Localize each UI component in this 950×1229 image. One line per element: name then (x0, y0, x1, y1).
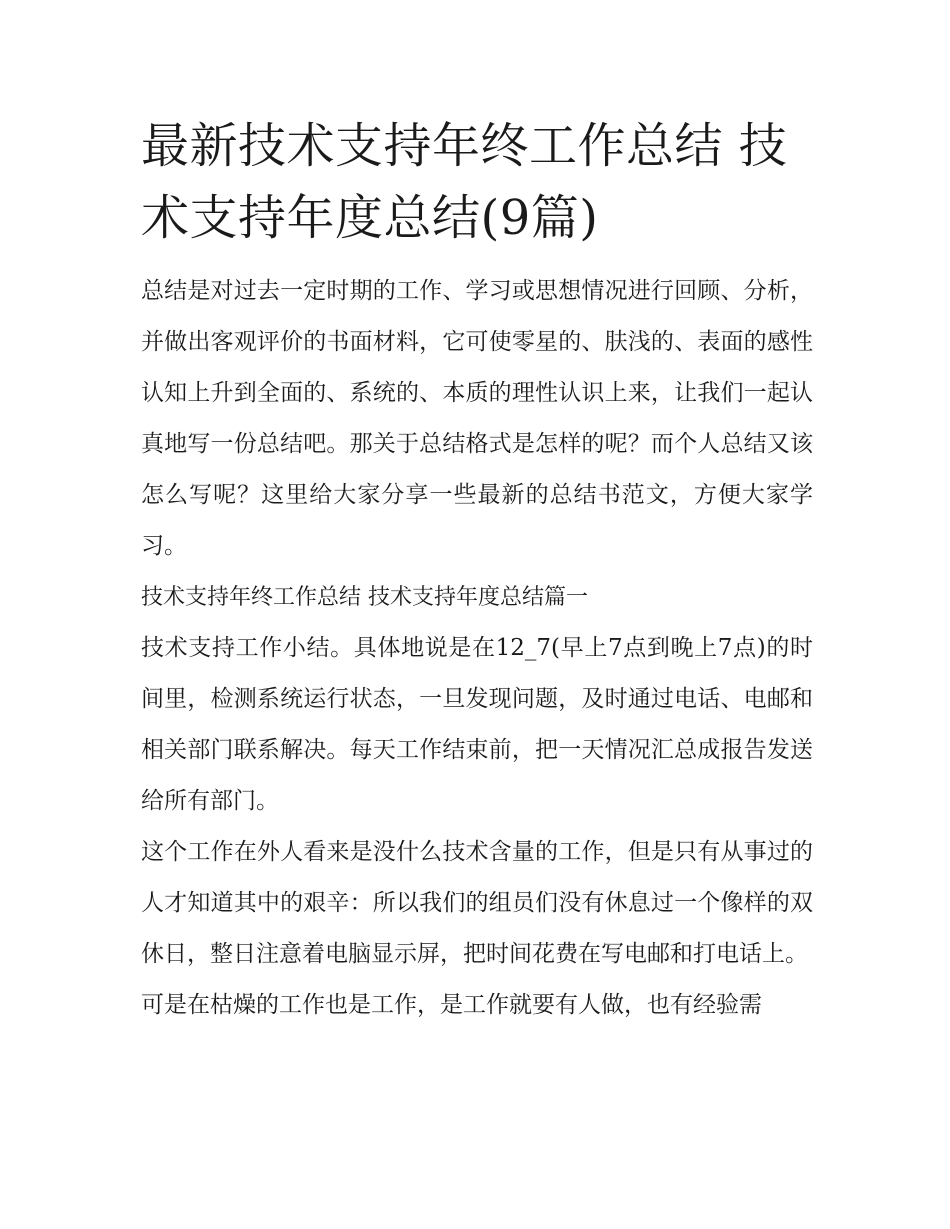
document-title: 最新技术支持年终工作总结 技术支持年度总结(9篇) (141, 118, 788, 246)
section-heading: 技术支持年终工作总结 技术支持年度总结篇一 (141, 585, 588, 610)
intro-paragraph: 总结是对过去一定时期的工作、学习或思想情况进行回顾、分析，并做出客观评价的书面材料，它可使零星的、肤浅的、表面的感性认知上升到全面的、系统的、本质的理性认识上来，让我们一起认真地写一份总结吧。那关于总结格式是怎样的呢？而个人总结又该怎么写呢？这里给大家分享一些最新的总结书范文，方便大家学习。 (141, 278, 813, 559)
body-paragraph-3: 可是在枯燥的工作也是工作，是工作就要有人做，也有经验需 (141, 992, 762, 1018)
document-page (141, 110, 813, 1031)
body-paragraph-1: 技术支持工作小结。具体地说是在12_7(早上7点到晚上7点)的时间里，检测系统运行状态，一旦发现问题，及时通过电话、电邮和相关部门联系解决。每天工作结束前，把一天情况汇总成报告发送给所有部门。 (141, 635, 813, 814)
body-paragraph-2: 这个工作在外人看来是没什么技术含量的工作，但是只有从事过的人才知道其中的艰辛：所以我们的组员们没有休息过一个像样的双休日，整日注意着电脑显示屏，把时间花费在写电邮和打电话上。 (141, 839, 813, 967)
